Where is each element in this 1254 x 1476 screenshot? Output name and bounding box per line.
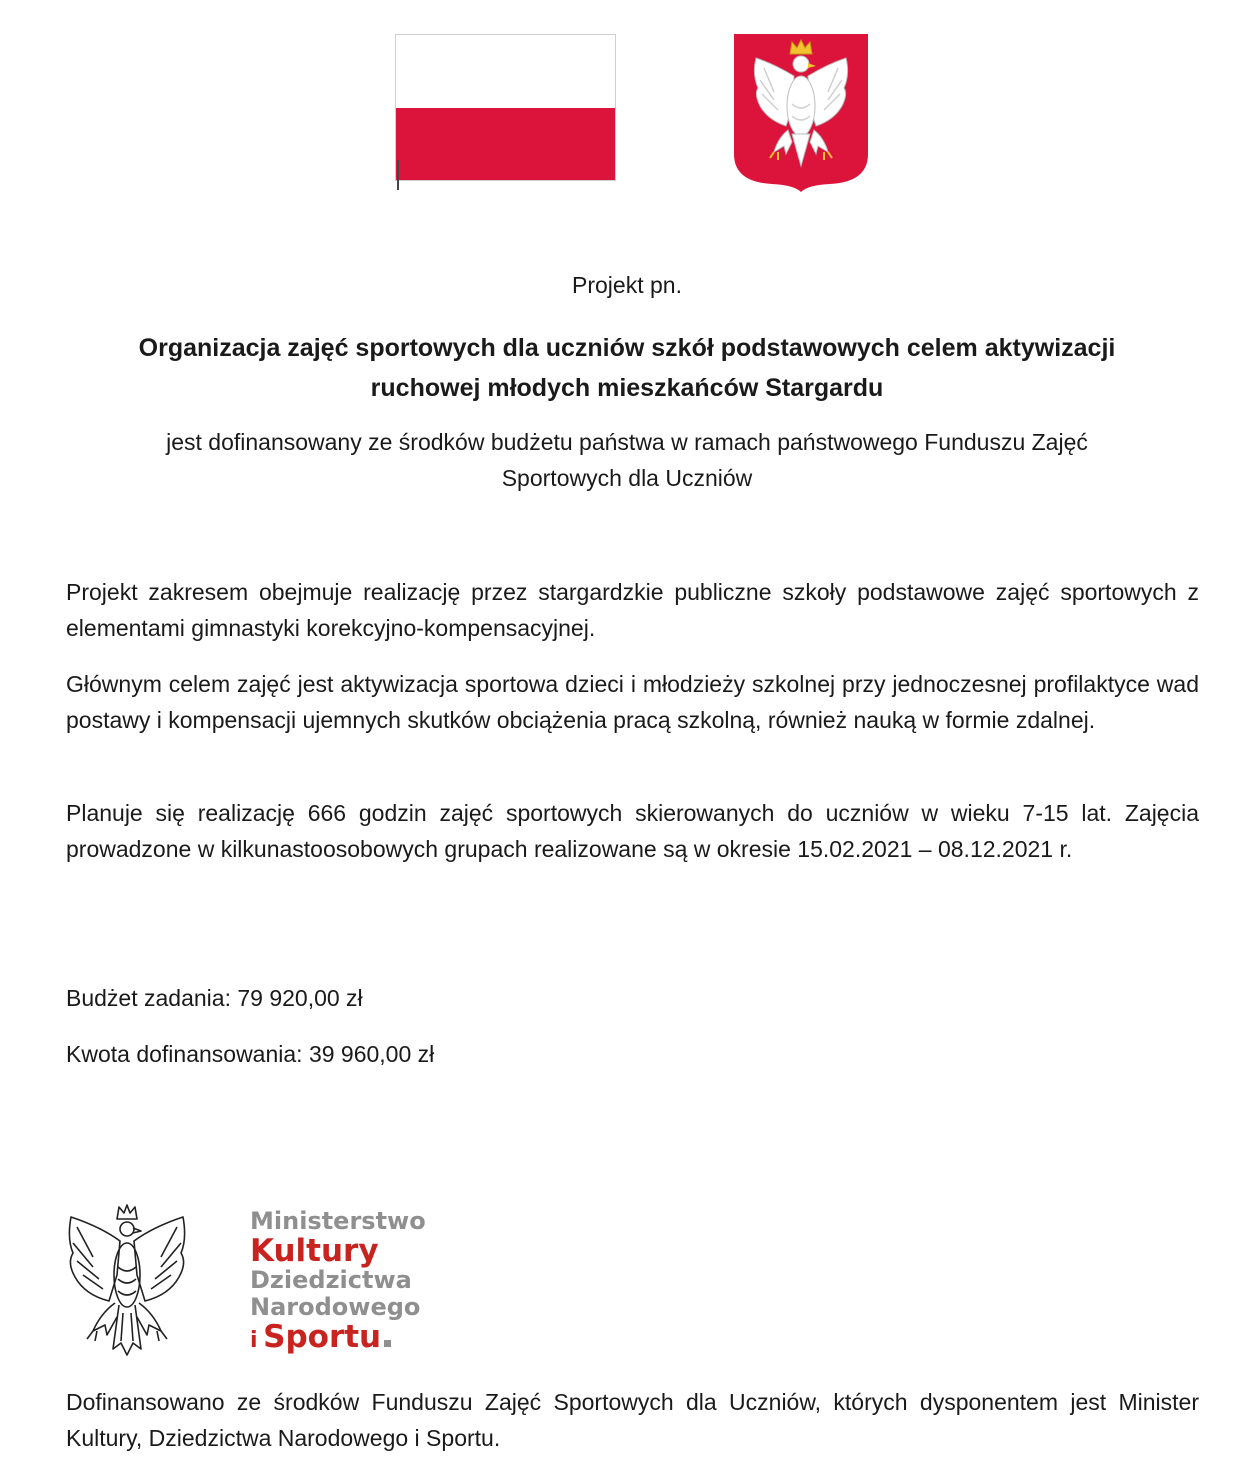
ministry-logo-text [250,1208,426,1357]
polish-coat-of-arms-icon [734,34,868,192]
ministry-line-culture: Kultury [250,1233,379,1269]
ministry-sport-word: Sportu [263,1319,382,1355]
footer-text: Dofinansowano ze środków Funduszu Zajęć Sportowych dla Uczniów, których dysponentem jest Minister Kultury, Dziedzictwa Narodowego i Sportu. [66,1389,1199,1451]
ministry-i: i [250,1328,258,1353]
funding-text: Kwota dofinansowania: 39 960,00 zł [66,1041,435,1067]
logo-dot [384,1340,391,1347]
subtitle-line: Sportowych dla Uczniów [501,465,753,491]
project-subtitle [0,424,1254,496]
ministry-line: Narodowego [250,1293,421,1321]
goal-paragraph: Głównym celem zajęć jest aktywizacja sportowa dzieci i młodzieży szkolnej przy jednoczesnej profilaktyce wad postawy i kompensacji ujemnych skutków obciążenia pracą szkolną, również nauką w formie zdalnej. [66,671,1199,733]
polish-flag-icon [395,34,616,181]
project-title-line: Organizacja zajęć sportowych dla uczniów szkół podstawowych celem aktywizacji [138,334,1116,362]
flag-red-stripe [396,108,615,181]
ministry-line: Dziedzictwa [250,1266,412,1294]
subtitle-line: jest dofinansowany ze środków budżetu państwa w ramach państwowego Funduszu Zajęć [166,429,1088,455]
flag-white-stripe [396,35,615,108]
ministry-line: Ministerstwo [250,1207,426,1235]
intro-text: Projekt pn. [572,272,682,298]
eagle-emblem-icon [63,1203,191,1359]
flag-pole [397,160,399,190]
budget-text: Budżet zadania: 79 920,00 zł [66,985,363,1011]
project-title-line: ruchowej młodych mieszkańców Stargardu [370,374,884,402]
ministry-line-sport [250,1321,426,1357]
scope-paragraph: Projekt zakresem obejmuje realizację przez stargardzkie publiczne szkoły podstawowe zajęć sportowych z elementami gimnastyki korekcyjno-kompensacyjnej. [66,579,1199,641]
project-title [0,328,1254,408]
plan-paragraph: Planuje się realizację 666 godzin zajęć sportowych skierowanych do uczniów w wieku 7-15 lat. Zajęcia prowadzone w kilkunastoosobowych grupach realizowane są w okresie 15.02.2021 – 08.12.2021 r. [66,800,1199,862]
